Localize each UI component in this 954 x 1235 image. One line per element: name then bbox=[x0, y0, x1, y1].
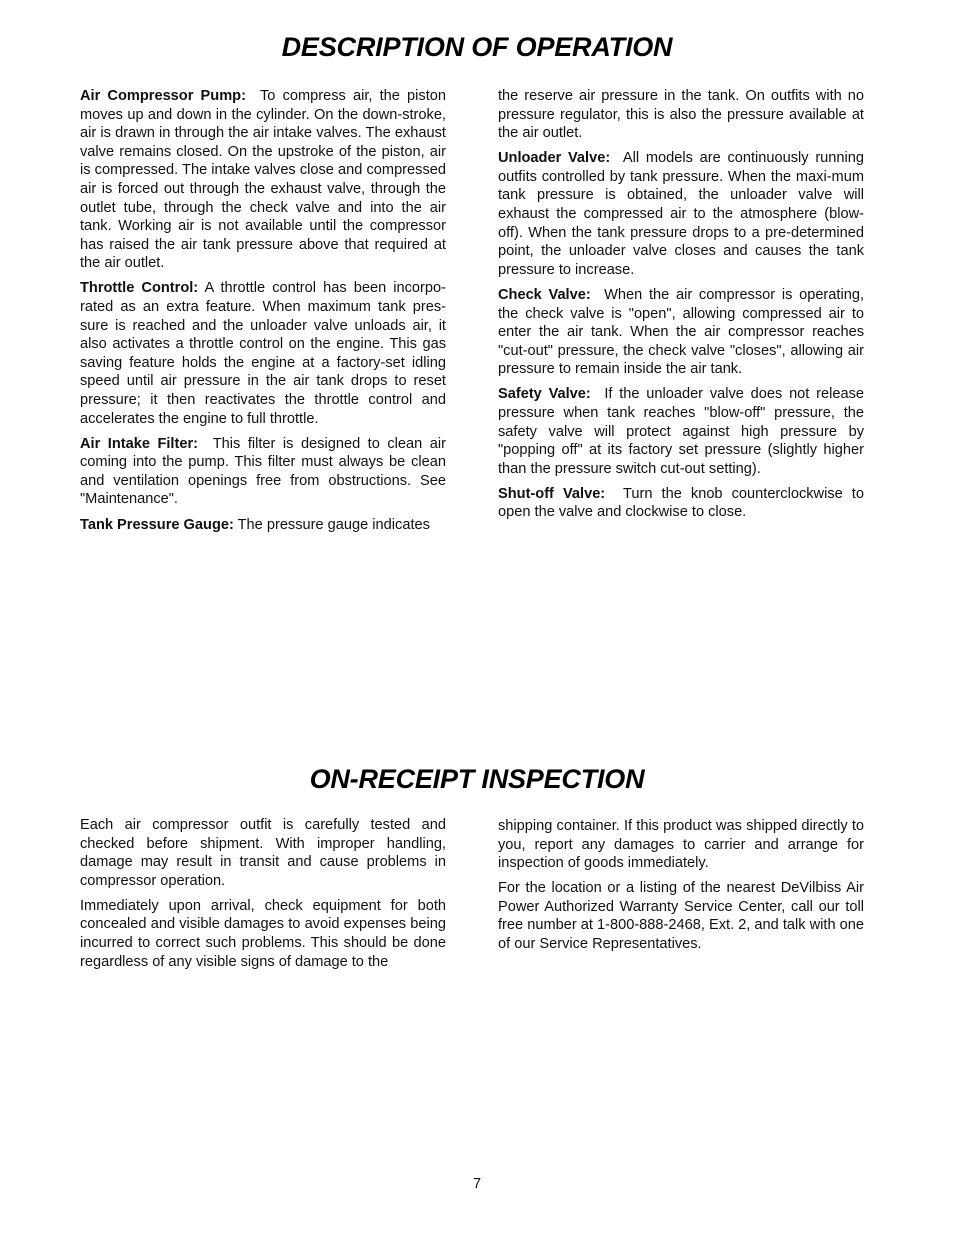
term-text: When the air compressor is operating, the check valve is "open", allowing compressed air to enter the air tank. When the air compressor reaches "cut-out" pressure, the check valve "closes", allowing air pressure to remain inside the air tank. bbox=[498, 286, 864, 378]
paragraph-inspection-shipping: shipping container. If this product was shipped directly to you, report any damages to carrier and arrange for inspection of goods immediately. bbox=[498, 818, 864, 872]
term-label: Safety Valve: bbox=[498, 386, 591, 403]
paragraph-shut-off-valve bbox=[498, 485, 864, 522]
paragraph-throttle-control bbox=[80, 279, 446, 428]
term-label: Check Valve: bbox=[498, 286, 591, 303]
term-text: This filter is designed to clean air coming into the pump. This filter must always be clean and ventilation openings free from obstructions. See "Maintenance". bbox=[80, 435, 446, 508]
paragraph-inspection-service-center: For the location or a listing of the nearest DeVilbiss Air Power Authorized Warranty Service Center, call our toll free number at 1-800-888-2468, Ext. 2, and talk with one of our Service Representatives. bbox=[498, 880, 864, 953]
section-title-inspection: ON-RECEIPT INSPECTION bbox=[309, 764, 645, 794]
term-label: Air Intake Filter: bbox=[80, 435, 198, 452]
term-text: A throttle control has been incorpo-rated as an extra feature. When maximum tank pres-sure is reached and the unloader valve unloads air, it also activates a throttle control on the engine. This gas saving feature holds the engine at a factory-set idling speed until air pressure in the air tank drops to reset pressure; it then reactivates the throttle control and accelerates the engine to full throttle. bbox=[80, 280, 447, 427]
page-number: 7 bbox=[472, 1176, 482, 1192]
term-text: Turn the knob counterclockwise to open the valve and clockwise to close. bbox=[498, 485, 864, 521]
paragraph-inspection-intro: Each air compressor outfit is carefully tested and checked before shipment. With improper handling, damage may result in transit and cause problems in compressor operation. bbox=[80, 817, 446, 889]
section-title-description: DESCRIPTION OF OPERATION bbox=[281, 32, 673, 62]
paragraph-safety-valve bbox=[498, 385, 864, 478]
term-text: To compress air, the piston moves up and down in the cylinder. On the down-stroke, air is drawn in through the air intake valves. The exhaust valve remains closed. On the upstroke of the piston, air is compressed. The intake valves close and compressed air is forced out through the exhaust valve, through the outlet tube, through the check valve and into the air tank. Working air is not available until the compressor has raised the air tank pressure above that required at the air outlet. bbox=[80, 88, 446, 272]
paragraph-tank-pressure-gauge bbox=[80, 516, 446, 535]
term-label: Air Compressor Pump: bbox=[80, 88, 246, 104]
paragraph-check-valve bbox=[498, 286, 864, 379]
paragraph-unloader-valve bbox=[498, 149, 864, 279]
term-label: Shut-off Valve: bbox=[498, 485, 606, 502]
paragraph-air-compressor-pump bbox=[80, 87, 446, 273]
term-label: Tank Pressure Gauge: bbox=[80, 516, 234, 533]
description-right-column bbox=[498, 87, 864, 529]
inspection-right-column bbox=[498, 817, 864, 960]
description-left-column bbox=[80, 87, 446, 541]
paragraph-tank-pressure-gauge-continued: the reserve air pressure in the tank. On outfits with no pressure regulator, this is also the pressure available at the air outlet. bbox=[498, 88, 864, 142]
term-label: Unloader Valve: bbox=[498, 150, 611, 167]
term-label: Throttle Control: bbox=[80, 280, 199, 297]
paragraph-air-intake-filter bbox=[80, 435, 446, 509]
inspection-left-column bbox=[80, 816, 446, 978]
term-text: All models are continuously running outfits controlled by tank pressure. When the maxi-mum tank pressure is obtained, the unloader valve will exhaust the compressed air to the atmosphere (blow-off). When the tank pressure drops to a pre-determined point, the unloader valve closes and causes the tank pressure to increase. bbox=[498, 150, 865, 278]
term-text: If the unloader valve does not release pressure when tank reaches "blow-off" pressure, the safety valve will protect against high pressure by "popping off" at its factory set pressure (slightly higher than the pressure switch cut-out setting). bbox=[498, 386, 864, 477]
term-text: The pressure gauge indicates bbox=[237, 516, 430, 533]
paragraph-inspection-arrival: Immediately upon arrival, check equipment for both concealed and visible damages to avoid expenses being incurred to correct such problems. This should be done regardless of any visible signs of damage to the bbox=[80, 897, 446, 970]
